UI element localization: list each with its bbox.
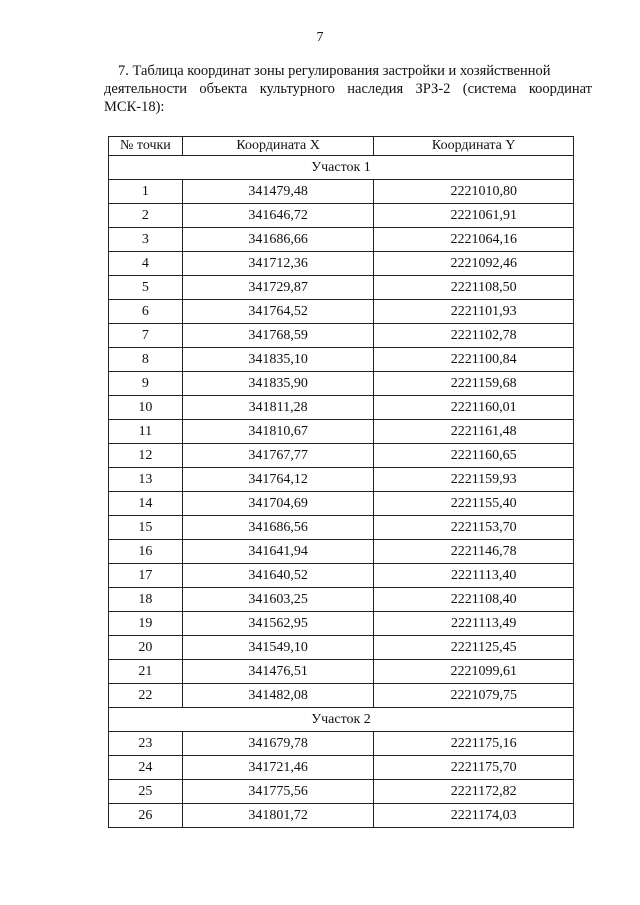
coordinate-x-cell: 341764,52	[182, 300, 374, 324]
coordinate-x-cell: 341764,12	[182, 468, 374, 492]
table-row	[109, 468, 574, 492]
coordinate-x-cell: 341835,10	[182, 348, 374, 372]
coordinate-y-cell: 2221108,50	[374, 276, 574, 300]
table-row	[109, 804, 574, 828]
coordinate-y-cell: 2221010,80	[374, 180, 574, 204]
table-caption	[104, 62, 592, 116]
coordinate-y-cell: 2221113,40	[374, 564, 574, 588]
coordinate-x-cell: 341476,51	[182, 660, 374, 684]
table-row	[109, 564, 574, 588]
header-point-number: № точки	[109, 137, 183, 156]
coordinate-y-cell: 2221153,70	[374, 516, 574, 540]
coordinate-y-cell: 2221160,65	[374, 444, 574, 468]
coordinate-x-cell: 341811,28	[182, 396, 374, 420]
table-row	[109, 612, 574, 636]
table-body	[109, 156, 574, 828]
table-row	[109, 732, 574, 756]
table-row	[109, 348, 574, 372]
table-row	[109, 420, 574, 444]
point-number-cell: 7	[109, 324, 183, 348]
point-number-cell: 13	[109, 468, 183, 492]
table-row	[109, 204, 574, 228]
point-number-cell: 25	[109, 780, 183, 804]
coordinate-y-cell: 2221101,93	[374, 300, 574, 324]
coordinate-x-cell: 341810,67	[182, 420, 374, 444]
table-row	[109, 396, 574, 420]
point-number-cell: 3	[109, 228, 183, 252]
coordinate-x-cell: 341768,59	[182, 324, 374, 348]
coordinate-x-cell: 341679,78	[182, 732, 374, 756]
table-row	[109, 252, 574, 276]
coordinate-y-cell: 2221172,82	[374, 780, 574, 804]
point-number-cell: 10	[109, 396, 183, 420]
table-row	[109, 180, 574, 204]
coordinate-x-cell: 341835,90	[182, 372, 374, 396]
point-number-cell: 17	[109, 564, 183, 588]
table-row	[109, 516, 574, 540]
coordinate-y-cell: 2221146,78	[374, 540, 574, 564]
point-number-cell: 16	[109, 540, 183, 564]
coordinate-y-cell: 2221159,68	[374, 372, 574, 396]
table-row	[109, 588, 574, 612]
table-row	[109, 228, 574, 252]
section-title: Участок 2	[109, 708, 574, 732]
point-number-cell: 21	[109, 660, 183, 684]
caption-line-3: МСК-18):	[104, 99, 165, 115]
point-number-cell: 11	[109, 420, 183, 444]
section-title: Участок 1	[109, 156, 574, 180]
table-row	[109, 372, 574, 396]
coordinate-y-cell: 2221064,16	[374, 228, 574, 252]
coordinate-x-cell: 341482,08	[182, 684, 374, 708]
point-number-cell: 6	[109, 300, 183, 324]
point-number-cell: 24	[109, 756, 183, 780]
coordinate-y-cell: 2221155,40	[374, 492, 574, 516]
table-row	[109, 324, 574, 348]
point-number-cell: 18	[109, 588, 183, 612]
coordinate-x-cell: 341686,56	[182, 516, 374, 540]
coordinate-y-cell: 2221061,91	[374, 204, 574, 228]
coordinate-y-cell: 2221175,16	[374, 732, 574, 756]
point-number-cell: 20	[109, 636, 183, 660]
coordinate-x-cell: 341721,46	[182, 756, 374, 780]
table-row	[109, 660, 574, 684]
coordinate-y-cell: 2221100,84	[374, 348, 574, 372]
coordinate-x-cell: 341549,10	[182, 636, 374, 660]
coordinate-x-cell: 341479,48	[182, 180, 374, 204]
table-row	[109, 540, 574, 564]
point-number-cell: 26	[109, 804, 183, 828]
point-number-cell: 1	[109, 180, 183, 204]
coordinate-x-cell: 341775,56	[182, 780, 374, 804]
coordinate-x-cell: 341712,36	[182, 252, 374, 276]
page-number: 7	[316, 30, 324, 45]
table-row	[109, 444, 574, 468]
table-row	[109, 780, 574, 804]
point-number-cell: 22	[109, 684, 183, 708]
header-coordinate-y: Координата Y	[374, 137, 574, 156]
coordinate-x-cell: 341767,77	[182, 444, 374, 468]
coordinate-y-cell: 2221102,78	[374, 324, 574, 348]
point-number-cell: 2	[109, 204, 183, 228]
coordinate-y-cell: 2221159,93	[374, 468, 574, 492]
coordinate-y-cell: 2221108,40	[374, 588, 574, 612]
point-number-cell: 5	[109, 276, 183, 300]
table-row	[109, 300, 574, 324]
point-number-cell: 14	[109, 492, 183, 516]
point-number-cell: 23	[109, 732, 183, 756]
coordinate-x-cell: 341646,72	[182, 204, 374, 228]
section-row	[109, 708, 574, 732]
point-number-cell: 8	[109, 348, 183, 372]
table-row	[109, 636, 574, 660]
coordinate-y-cell: 2221113,49	[374, 612, 574, 636]
coordinate-x-cell: 341640,52	[182, 564, 374, 588]
coordinate-x-cell: 341686,66	[182, 228, 374, 252]
coordinate-x-cell: 341641,94	[182, 540, 374, 564]
coordinate-x-cell: 341562,95	[182, 612, 374, 636]
point-number-cell: 4	[109, 252, 183, 276]
coordinate-x-cell: 341704,69	[182, 492, 374, 516]
coordinate-x-cell: 341603,25	[182, 588, 374, 612]
point-number-cell: 15	[109, 516, 183, 540]
coordinate-y-cell: 2221125,45	[374, 636, 574, 660]
table-header-row	[109, 137, 574, 156]
table-row	[109, 684, 574, 708]
section-row	[109, 156, 574, 180]
coordinate-y-cell: 2221161,48	[374, 420, 574, 444]
coordinate-y-cell: 2221160,01	[374, 396, 574, 420]
point-number-cell: 19	[109, 612, 183, 636]
caption-line-1: 7. Таблица координат зоны регулирования застройки и хозяйственной	[118, 63, 551, 79]
caption-line-2: деятельности объекта культурного наследия ЗРЗ-2 (система координат	[104, 81, 592, 97]
coordinate-y-cell: 2221092,46	[374, 252, 574, 276]
coordinate-y-cell: 2221099,61	[374, 660, 574, 684]
coordinate-y-cell: 2221079,75	[374, 684, 574, 708]
header-coordinate-x: Координата X	[182, 137, 374, 156]
table-row	[109, 756, 574, 780]
point-number-cell: 9	[109, 372, 183, 396]
point-number-cell: 12	[109, 444, 183, 468]
coordinate-x-cell: 341729,87	[182, 276, 374, 300]
table-row	[109, 492, 574, 516]
table-row	[109, 276, 574, 300]
coordinate-x-cell: 341801,72	[182, 804, 374, 828]
coordinate-y-cell: 2221175,70	[374, 756, 574, 780]
coordinates-table	[108, 136, 574, 828]
coordinate-y-cell: 2221174,03	[374, 804, 574, 828]
